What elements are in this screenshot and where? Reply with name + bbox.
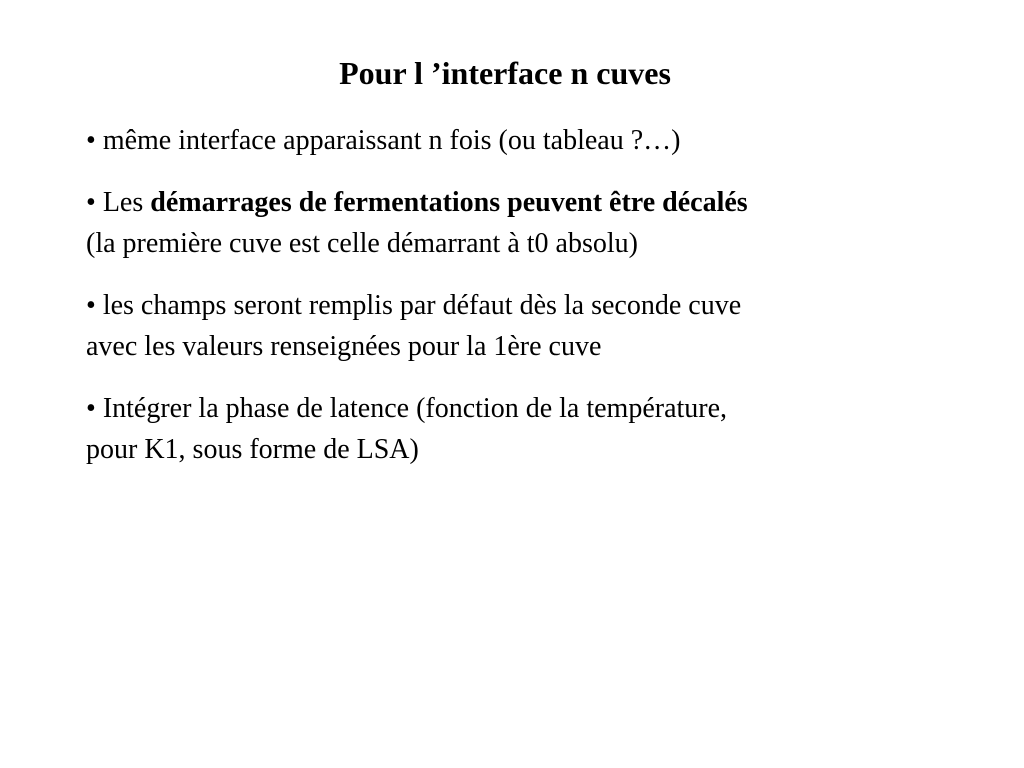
bullet-marker: •	[86, 125, 96, 156]
bullet-item-interface	[86, 120, 926, 161]
bullet-text-line1: les champs seront remplis par défaut dès la seconde cuve	[102, 290, 742, 321]
bullet-text-line2: pour K1, sous forme de LSA)	[86, 434, 419, 465]
bullet-marker: •	[86, 393, 96, 424]
bullet-text-line2: (la première cuve est celle démarrant à t0 absolu)	[86, 228, 638, 259]
slide-title: Pour l ’interface n cuves	[339, 55, 671, 91]
bullet-text-prefix: Les	[102, 187, 144, 218]
bullet-item-fermentation	[86, 182, 926, 264]
bullet-marker: •	[86, 290, 96, 321]
bullet-item-latency	[86, 388, 926, 470]
bullet-marker: •	[86, 187, 96, 218]
bullet-text-emphasis: démarrages de fermentations peuvent être décalés	[150, 187, 748, 218]
bullet-list	[86, 120, 926, 491]
bullet-text: même interface apparaissant n fois (ou tableau ?…)	[102, 125, 681, 156]
bullet-text-line1: Intégrer la phase de latence (fonction de la température,	[102, 393, 728, 424]
bullet-text-line2: avec les valeurs renseignées pour la 1ère cuve	[86, 331, 602, 362]
bullet-item-default-fields	[86, 285, 926, 367]
